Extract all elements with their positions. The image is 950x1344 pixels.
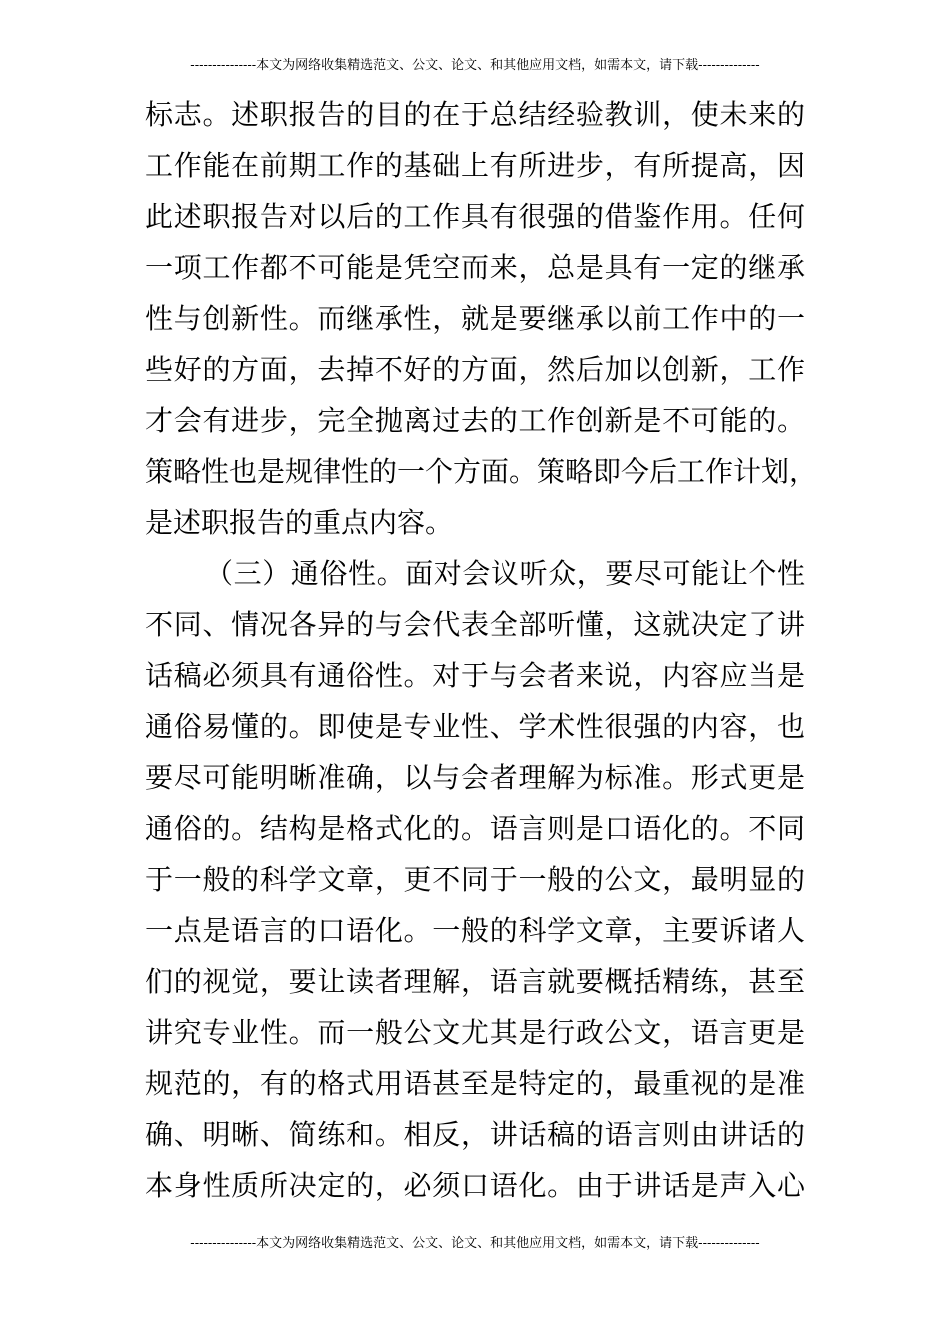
- text-line: 于一般的科学文章，更不同于一般的公文，最明显的: [145, 863, 805, 896]
- text-line: 规范的，有的格式用语甚至是特定的，最重视的是准: [145, 1067, 805, 1100]
- text-line: 工作能在前期工作的基础上有所进步，有所提高，因: [145, 149, 805, 182]
- text-line: 此述职报告对以后的工作具有很强的借鉴作用。任何: [145, 200, 805, 233]
- text-line: 话稿必须具有通俗性。对于与会者来说，内容应当是: [145, 659, 805, 692]
- text-line: 是述职报告的重点内容。: [145, 506, 454, 539]
- page-header: ---------------本文为网络收集精选范文、公文、论文、和其他应用文档，如需本文，请下载--------------: [190, 58, 760, 73]
- text-line: 不同、情况各异的与会代表全部听懂，这就决定了讲: [145, 608, 805, 641]
- text-line: 才会有进步，完全抛离过去的工作创新是不可能的。: [145, 404, 805, 437]
- page-footer: ---------------本文为网络收集精选范文、公文、论文、和其他应用文档，如需本文，请下载--------------: [190, 1236, 760, 1251]
- text-line: 通俗易懂的。即使是专业性、学术性很强的内容，也: [145, 710, 805, 743]
- paragraph-start-line: （三）通俗性。面对会议听众，要尽可能让个性: [205, 557, 805, 590]
- text-line: 确、明晰、简练和。相反，讲话稿的语言则由讲话的: [145, 1118, 805, 1151]
- text-line: 一项工作都不可能是凭空而来，总是具有一定的继承: [145, 251, 805, 284]
- text-line: 本身性质所决定的，必须口语化。由于讲话是声入心: [145, 1169, 805, 1202]
- text-line: 策略性也是规律性的一个方面。策略即今后工作计划，: [145, 455, 818, 488]
- document-body: [145, 89, 818, 1211]
- text-line: 通俗的。结构是格式化的。语言则是口语化的。不同: [145, 812, 805, 845]
- text-line: 们的视觉，要让读者理解，语言就要概括精练，甚至: [145, 965, 805, 998]
- text-line: 一点是语言的口语化。一般的科学文章，主要诉诸人: [145, 914, 805, 947]
- text-line: 要尽可能明晰准确，以与会者理解为标准。形式更是: [145, 761, 805, 794]
- text-line: 些好的方面，去掉不好的方面，然后加以创新，工作: [145, 353, 805, 386]
- text-line: 讲究专业性。而一般公文尤其是行政公文，语言更是: [145, 1016, 805, 1049]
- text-line: 性与创新性。而继承性，就是要继承以前工作中的一: [145, 302, 805, 335]
- text-line: 标志。述职报告的目的在于总结经验教训，使未来的: [145, 98, 805, 131]
